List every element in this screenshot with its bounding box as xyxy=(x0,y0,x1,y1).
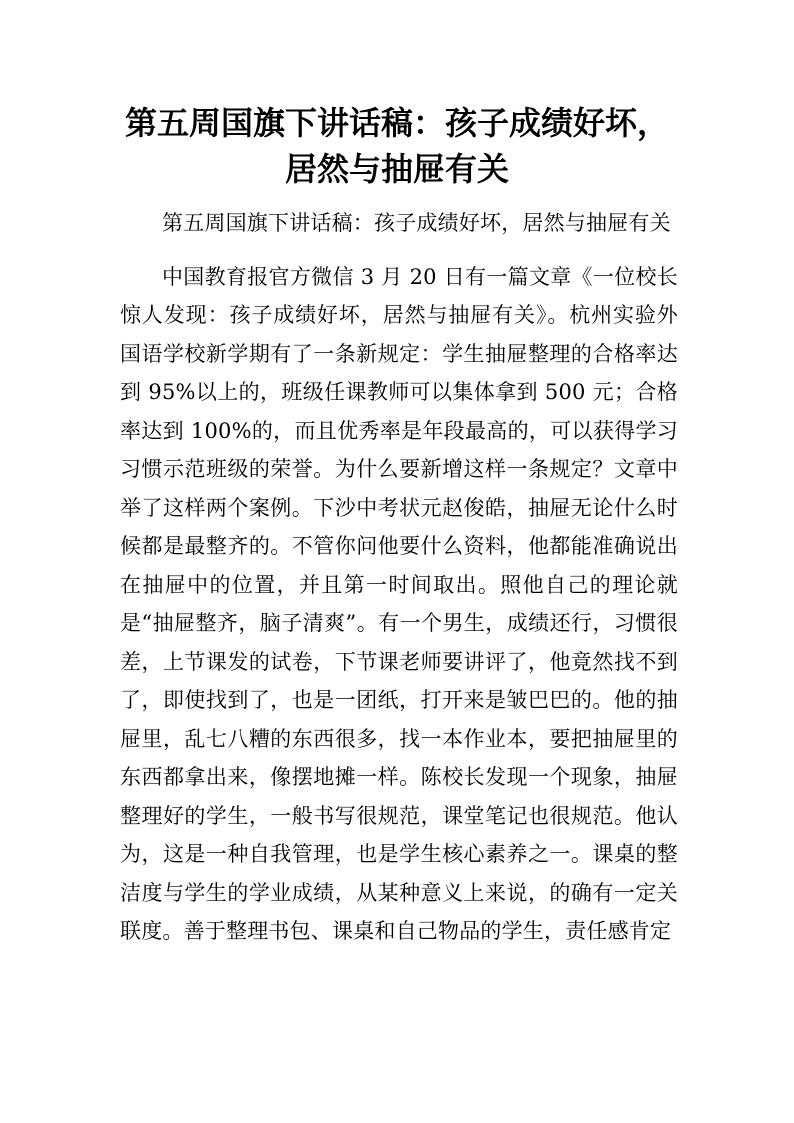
title-line-2: 居然与抽屉有关 xyxy=(284,150,509,188)
title-line-1: 第五周国旗下讲话稿：孩子成绩好坏， xyxy=(124,104,669,142)
body-paragraph: 中国教育报官方微信 3 月 20 日有一篇文章《一位校长惊人发现：孩子成绩好坏，居然与抽屉有关》。杭州实验外国语学校新学期有了一条新规定：学生抽屉整理的合格率达到 95%以上的，班级任课教师可以集体拿到 500 元；合格率达到 100%的，而且优秀率是年段最高的，可以获得学习习惯示范班级的荣誉。为什么要新增这样一条规定？文章中举了这样两个案例。下沙中考状元赵俊皓，抽屉无论什么时候都是最整齐的。不管你问他要什么资料，他都能准确说出在抽屉中的位置，并且第一时间取出。照他自己的理论就是“抽屉整齐，脑子清爽”。有一个男生，成绩还行，习惯很差，上节课发的试卷，下节课老师要讲评了，他竟然找不到了，即使找到了，也是一团纸，打开来是皱巴巴的。他的抽屉里，乱七八糟的东西很多，找一本作业本，要把抽屉里的东西都拿出来，像摆地摊一样。陈校长发现一个现象，抽屉整理好的学生，一般书写很规范，课堂笔记也很规范。他认为，这是一种自我管理，也是学生核心素养之一。课桌的整洁度与学生的学业成绩，从某种意义上来说，的确有一定关联度。善于整理书包、课桌和自己物品的学生，责任感肯定 xyxy=(120,264,678,943)
subtitle-paragraph: 第五周国旗下讲话稿：孩子成绩好坏，居然与抽屉有关 xyxy=(162,211,671,235)
document-title xyxy=(100,100,694,192)
document-body xyxy=(120,204,678,951)
